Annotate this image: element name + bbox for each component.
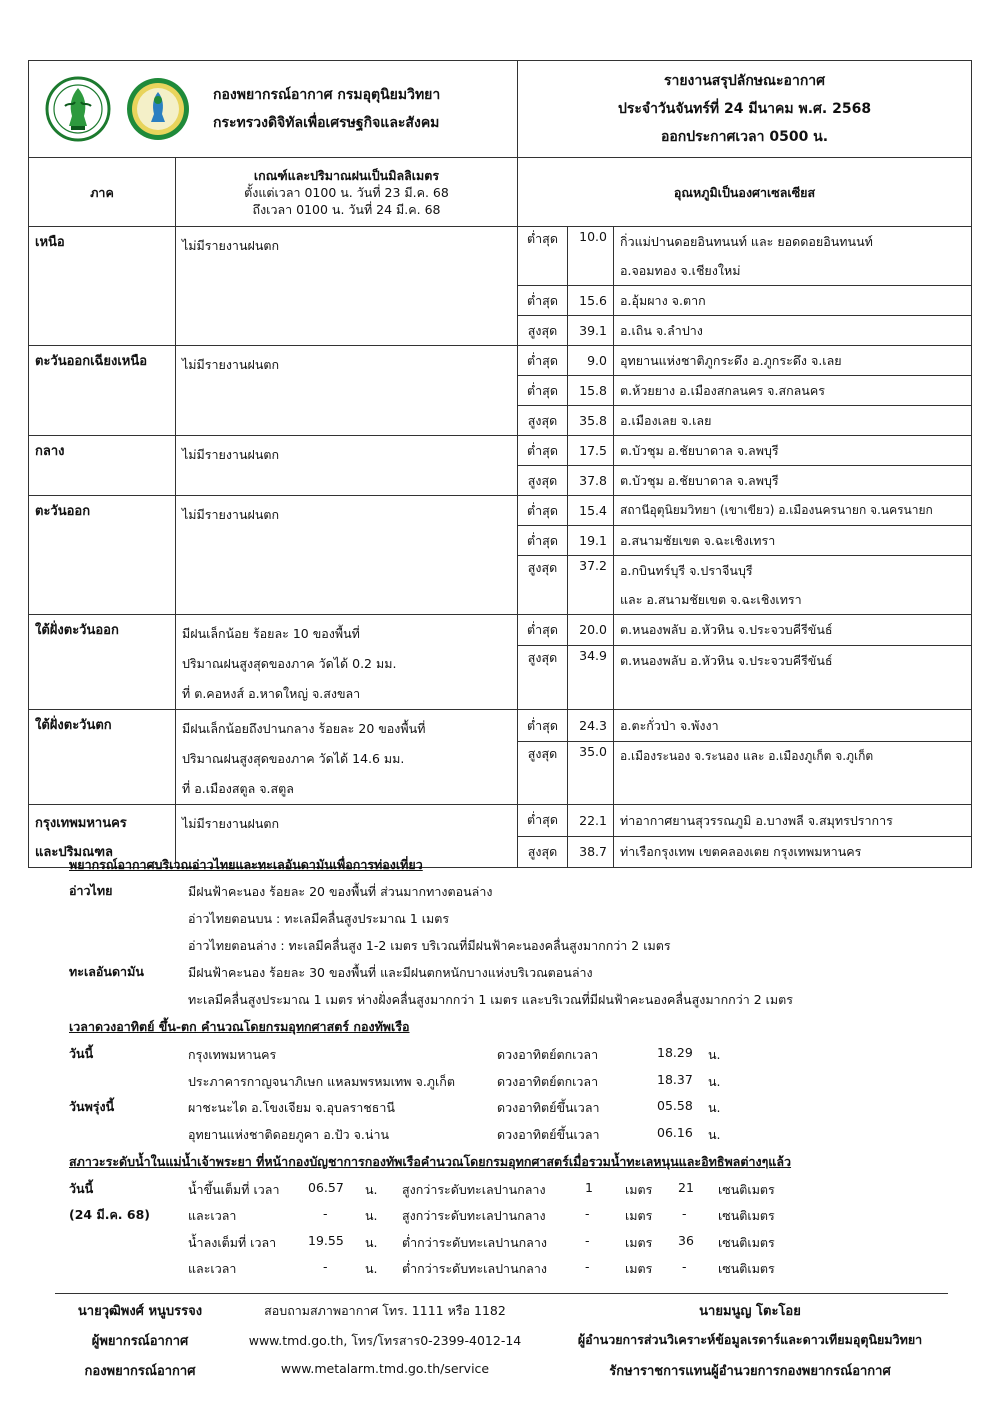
- sun-time: 18.37: [657, 1072, 693, 1087]
- report-title: รายงานสรุปลักษณะอากาศ: [663, 73, 826, 89]
- column-header-row: [29, 158, 972, 227]
- sun-place: ผาชะนะได อ.โขงเจียม จ.อุบลราชธานี: [188, 1100, 395, 1115]
- tide-m-unit: เมตร: [625, 1235, 653, 1250]
- weather-summary-table: [28, 60, 972, 868]
- region-name: กรุงเทพมหานคร และปริมณฑล: [29, 805, 176, 868]
- sun-place: ประภาคารกาญจนาภิเษก แหลมพรหมเทพ จ.ภูเก็ต: [188, 1074, 455, 1089]
- gulf-line: อ่าวไทยตอนล่าง : ทะเลมีคลื่นสูง 1-2 เมตร บริเวณที่มีฝนฟ้าคะนองคลื่นสูงมากกว่า 2 เมตร: [188, 938, 671, 953]
- temp-place: ต.หนองพลับ อ.หัวหิน จ.ประจวบคีรีขันธ์: [614, 615, 972, 646]
- temp-kind: ต่ำสุด: [518, 436, 568, 466]
- temp-place: อ.อุ้มผาง จ.ตาก: [614, 286, 972, 316]
- temp-value: 22.1: [568, 805, 614, 837]
- director-role: ผู้อำนวยการส่วนวิเคราะห์ข้อมูลเรดาร์และดาวเทียมอุตุนิยมวิทยา: [577, 1332, 923, 1347]
- tide-m-unit: เมตร: [625, 1208, 653, 1223]
- rain-text: มีฝนเล็กน้อย ร้อยละ 10 ของพื้นที่ ปริมาณฝนสูงสุดของภาค วัดได้ 0.2 มม. ที่ ต.คอหงส์ อ.หาดใหญ่ จ.สงขลา: [176, 615, 518, 710]
- tide-desc: ต่ำกว่าระดับทะเลปานกลาง: [402, 1261, 547, 1276]
- tide-unit: น.: [365, 1235, 378, 1250]
- temp-place: อ.เมืองเลย จ.เลย: [614, 406, 972, 436]
- tide-cm-unit: เซนติเมตร: [718, 1261, 775, 1276]
- temp-place: สถานีอุตุนิยมวิทยา (เขาเขียว) อ.เมืองนครนายก จ.นครนายก: [614, 496, 972, 526]
- temp-value: 20.0: [568, 615, 614, 646]
- temp-place: ต.บัวชุม อ.ชัยบาดาล จ.ลพบุรี: [614, 436, 972, 466]
- meteorological-department-logo-icon: [125, 76, 191, 142]
- temp-kind: ต่ำสุด: [518, 376, 568, 406]
- temp-place: ต.หนองพลับ อ.หัวหิน จ.ประจวบคีรีขันธ์: [614, 645, 972, 709]
- tide-m: -: [585, 1233, 590, 1248]
- temp-place: อ.ตะกั่วป่า จ.พังงา: [614, 710, 972, 742]
- tide-time: 19.55: [308, 1233, 344, 1248]
- tide-title: สภาวะระดับน้ำในแม่น้ำเจ้าพระยา ที่หน้ากองบัญชาการกองทัพเรือคำนวณโดยกรมอุทกศาสตร์เมื่อรวมน้ำทะเลหนุนและอิทธิพลต่างๆแล้ว: [69, 1154, 792, 1169]
- forecaster-name: นายวุฒิพงศ์ หนูบรรจง: [77, 1304, 203, 1319]
- temp-kind: ต่ำสุด: [518, 526, 568, 556]
- sun-time: 18.29: [657, 1045, 693, 1060]
- contact-phone: สอบถามสภาพอากาศ โทร. 1111 หรือ 1182: [264, 1303, 506, 1318]
- temp-kind: ต่ำสุด: [518, 346, 568, 376]
- temp-place: อ.เมืองระนอง จ.ระนอง และ อ.เมืองภูเก็ต จ.ภูเก็ต: [614, 742, 972, 805]
- rain-column-header: เกณฑ์และปริมาณฝนเป็นมิลลิเมตร ตั้งแต่เวลา 0100 น. วันที่ 23 มี.ค. 68 ถึงเวลา 0100 น. วันที่ 24 มี.ค. 68: [176, 158, 518, 227]
- gulf-label: อ่าวไทย: [69, 883, 113, 898]
- tide-date-label: (24 มี.ค. 68): [69, 1207, 151, 1222]
- sun-event: ดวงอาทิตย์ตกเวลา: [497, 1047, 599, 1062]
- temp-value: 19.1: [568, 526, 614, 556]
- andaman-label: ทะเลอันดามัน: [69, 964, 144, 979]
- temp-place: อ.เถิน จ.ลำปาง: [614, 316, 972, 346]
- table-row: [29, 615, 972, 646]
- sun-event: ดวงอาทิตย์ขึ้นเวลา: [497, 1127, 600, 1142]
- region-name: ใต้ฝั่งตะวันออก: [29, 615, 176, 710]
- tide-cm: 21: [678, 1180, 694, 1195]
- gulf-line: มีฝนฟ้าคะนอง ร้อยละ 20 ของพื้นที่ ส่วนมากทางตอนล่าง: [188, 884, 493, 899]
- temp-place: ท่าอากาศยานสุวรรณภูมิ อ.บางพลี จ.สมุทรปราการ: [614, 805, 972, 837]
- sun-place: กรุงเทพมหานคร: [188, 1047, 277, 1062]
- tide-today-label: วันนี้: [69, 1181, 94, 1196]
- region-name: ตะวันออก: [29, 496, 176, 615]
- tide-m-unit: เมตร: [625, 1182, 653, 1197]
- footer-divider: [55, 1293, 948, 1294]
- tide-m: -: [585, 1206, 590, 1221]
- temp-kind: สูงสุด: [518, 316, 568, 346]
- temp-place: ต.บัวชุม อ.ชัยบาดาล จ.ลพบุรี: [614, 466, 972, 496]
- temp-kind: ต่ำสุด: [518, 227, 568, 286]
- temp-kind: ต่ำสุด: [518, 496, 568, 526]
- sun-unit: น.: [708, 1127, 721, 1142]
- temp-place: ท่าเรือกรุงเทพ เขตคลองเตย กรุงเทพมหานคร: [614, 836, 972, 868]
- tide-m: 1: [585, 1180, 593, 1195]
- temp-value: 34.9: [568, 645, 614, 709]
- temp-value: 15.6: [568, 286, 614, 316]
- temp-value: 37.2: [568, 556, 614, 615]
- sun-unit: น.: [708, 1074, 721, 1089]
- sun-unit: น.: [708, 1100, 721, 1115]
- forecaster-org: กองพยากรณ์อากาศ: [84, 1364, 196, 1379]
- tide-label: น้ำขึ้นเต็มที่ เวลา: [188, 1182, 280, 1197]
- temp-kind: สูงสุด: [518, 556, 568, 615]
- tide-cm: -: [682, 1259, 687, 1274]
- temp-value: 9.0: [568, 346, 614, 376]
- ministry-digital-economy-logo-icon: [45, 76, 111, 142]
- temp-kind: สูงสุด: [518, 836, 568, 868]
- sun-place: อุทยานแห่งชาติดอยภูคา อ.ปัว จ.น่าน: [188, 1127, 390, 1142]
- region-name: ใต้ฝั่งตะวันตก: [29, 710, 176, 805]
- service-link[interactable]: www.metalarm.tmd.go.th/service: [280, 1361, 490, 1376]
- tide-time: 06.57: [308, 1180, 344, 1195]
- rain-text: ไม่มีรายงานฝนตก: [176, 227, 518, 346]
- report-issue-time: ออกประกาศเวลา 0500 น.: [660, 129, 829, 145]
- ministry-name: กระทรวงดิจิทัลเพื่อเศรษฐกิจและสังคม: [213, 115, 440, 131]
- tide-desc: ต่ำกว่าระดับทะเลปานกลาง: [402, 1235, 547, 1250]
- temp-value: 37.8: [568, 466, 614, 496]
- table-row: [29, 436, 972, 466]
- tide-unit: น.: [365, 1182, 378, 1197]
- temp-kind: สูงสุด: [518, 645, 568, 709]
- temp-place: กิ่วแม่ปานดอยอินทนนท์ และ ยอดดอยอินทนนท์ อ.จอมทอง จ.เชียงใหม่: [614, 227, 972, 286]
- table-row: [29, 805, 972, 837]
- temp-value: 15.4: [568, 496, 614, 526]
- temp-place: อุทยานแห่งชาติภูกระดึง อ.ภูกระดึง จ.เลย: [614, 346, 972, 376]
- table-row: [29, 346, 972, 376]
- temp-kind: ต่ำสุด: [518, 710, 568, 742]
- sun-times-title: เวลาดวงอาทิตย์ ขึ้น-ตก คำนวณโดยกรมอุทกศาสตร์ กองทัพเรือ: [69, 1019, 410, 1034]
- region-name: ตะวันออกเฉียงเหนือ: [29, 346, 176, 436]
- temp-place: อ.สนามชัยเขต จ.ฉะเชิงเทรา: [614, 526, 972, 556]
- tide-cm: -: [682, 1206, 687, 1221]
- tide-m-unit: เมตร: [625, 1261, 653, 1276]
- report-title-block: [518, 61, 972, 158]
- report-date: ประจำวันจันทร์ที่ 24 มีนาคม พ.ศ. 2568: [617, 101, 872, 117]
- region-column-header: ภาค: [29, 158, 176, 227]
- rain-text: ไม่มีรายงานฝนตก: [176, 805, 518, 868]
- sun-event: ดวงอาทิตย์ตกเวลา: [497, 1074, 599, 1089]
- temp-kind: ต่ำสุด: [518, 805, 568, 837]
- tide-label: และเวลา: [188, 1208, 237, 1223]
- temp-kind: สูงสุด: [518, 406, 568, 436]
- temp-value: 39.1: [568, 316, 614, 346]
- tide-cm-unit: เซนติเมตร: [718, 1208, 775, 1223]
- temp-place: ต.ห้วยยาง อ.เมืองสกลนคร จ.สกลนคร: [614, 376, 972, 406]
- region-name: เหนือ: [29, 227, 176, 346]
- temp-kind: สูงสุด: [518, 466, 568, 496]
- temp-value: 15.8: [568, 376, 614, 406]
- contact-website[interactable]: www.tmd.go.th, โทร/โทรสาร0-2399-4012-14: [248, 1333, 522, 1348]
- temp-kind: ต่ำสุด: [518, 615, 568, 646]
- tide-label: น้ำลงเต็มที่ เวลา: [188, 1235, 277, 1250]
- tide-time: -: [323, 1259, 328, 1274]
- forecaster-role: ผู้พยากรณ์อากาศ: [91, 1334, 189, 1349]
- sun-tomorrow-label: วันพรุ่งนี้: [69, 1099, 115, 1114]
- tide-unit: น.: [365, 1208, 378, 1223]
- andaman-line: มีฝนฟ้าคะนอง ร้อยละ 30 ของพื้นที่ และมีฝนตกหนักบางแห่งบริเวณตอนล่าง: [188, 965, 593, 980]
- region-name: กลาง: [29, 436, 176, 496]
- table-row: [29, 227, 972, 286]
- gulf-line: อ่าวไทยตอนบน : ทะเลมีคลื่นสูงประมาณ 1 เมตร: [188, 911, 450, 926]
- temp-place: อ.กบินทร์บุรี จ.ปราจีนบุรี และ อ.สนามชัยเขต จ.ฉะเชิงเทรา: [614, 556, 972, 615]
- sun-event: ดวงอาทิตย์ขึ้นเวลา: [497, 1100, 600, 1115]
- table-row: [29, 710, 972, 742]
- temp-kind: ต่ำสุด: [518, 286, 568, 316]
- temp-kind: สูงสุด: [518, 742, 568, 805]
- andaman-line: ทะเลมีคลื่นสูงประมาณ 1 เมตร ห่างฝั่งคลื่นสูงมากกว่า 1 เมตร และบริเวณที่มีฝนฟ้าคะนองคลื่นสูงมากกว่า 2 เมตร: [188, 992, 793, 1007]
- tide-desc: สูงกว่าระดับทะเลปานกลาง: [402, 1182, 546, 1197]
- temp-value: 17.5: [568, 436, 614, 466]
- organization-header: [29, 61, 518, 158]
- table-row: [29, 496, 972, 526]
- sun-time: 05.58: [657, 1098, 693, 1113]
- rain-text: มีฝนเล็กน้อยถึงปานกลาง ร้อยละ 20 ของพื้นที่ ปริมาณฝนสูงสุดของภาค วัดได้ 14.6 มม. ที่ อ.เมืองสตูล จ.สตูล: [176, 710, 518, 805]
- temp-value: 35.8: [568, 406, 614, 436]
- director-name: นายมนูญ โตะโอย: [699, 1304, 801, 1319]
- temperature-column-header: อุณหภูมิเป็นองศาเซลเซียส: [518, 158, 972, 227]
- rain-text: ไม่มีรายงานฝนตก: [176, 436, 518, 496]
- tide-cm: 36: [678, 1233, 694, 1248]
- temp-value: 35.0: [568, 742, 614, 805]
- temp-value: 24.3: [568, 710, 614, 742]
- tide-unit: น.: [365, 1261, 378, 1276]
- sun-today-label: วันนี้: [69, 1046, 94, 1061]
- rain-text: ไม่มีรายงานฝนตก: [176, 346, 518, 436]
- tide-label: และเวลา: [188, 1261, 237, 1276]
- organization-name: กองพยากรณ์อากาศ กรมอุตุนิยมวิทยา: [213, 87, 441, 103]
- sun-unit: น.: [708, 1047, 721, 1062]
- tide-desc: สูงกว่าระดับทะเลปานกลาง: [402, 1208, 546, 1223]
- report-header-row: [29, 61, 972, 158]
- tide-cm-unit: เซนติเมตร: [718, 1182, 775, 1197]
- tide-m: -: [585, 1259, 590, 1274]
- temp-value: 10.0: [568, 227, 614, 286]
- rain-text: ไม่มีรายงานฝนตก: [176, 496, 518, 615]
- tide-cm-unit: เซนติเมตร: [718, 1235, 775, 1250]
- sea-forecast-title: พยากรณ์อากาศบริเวณอ่าวไทยและทะเลอันดามันเพื่อการท่องเที่ยว: [69, 857, 423, 872]
- sun-time: 06.16: [657, 1125, 693, 1140]
- tide-time: -: [323, 1206, 328, 1221]
- director-acting-role: รักษาราชการแทนผู้อำนวยการกองพยากรณ์อากาศ: [609, 1364, 891, 1379]
- temp-value: 38.7: [568, 836, 614, 868]
